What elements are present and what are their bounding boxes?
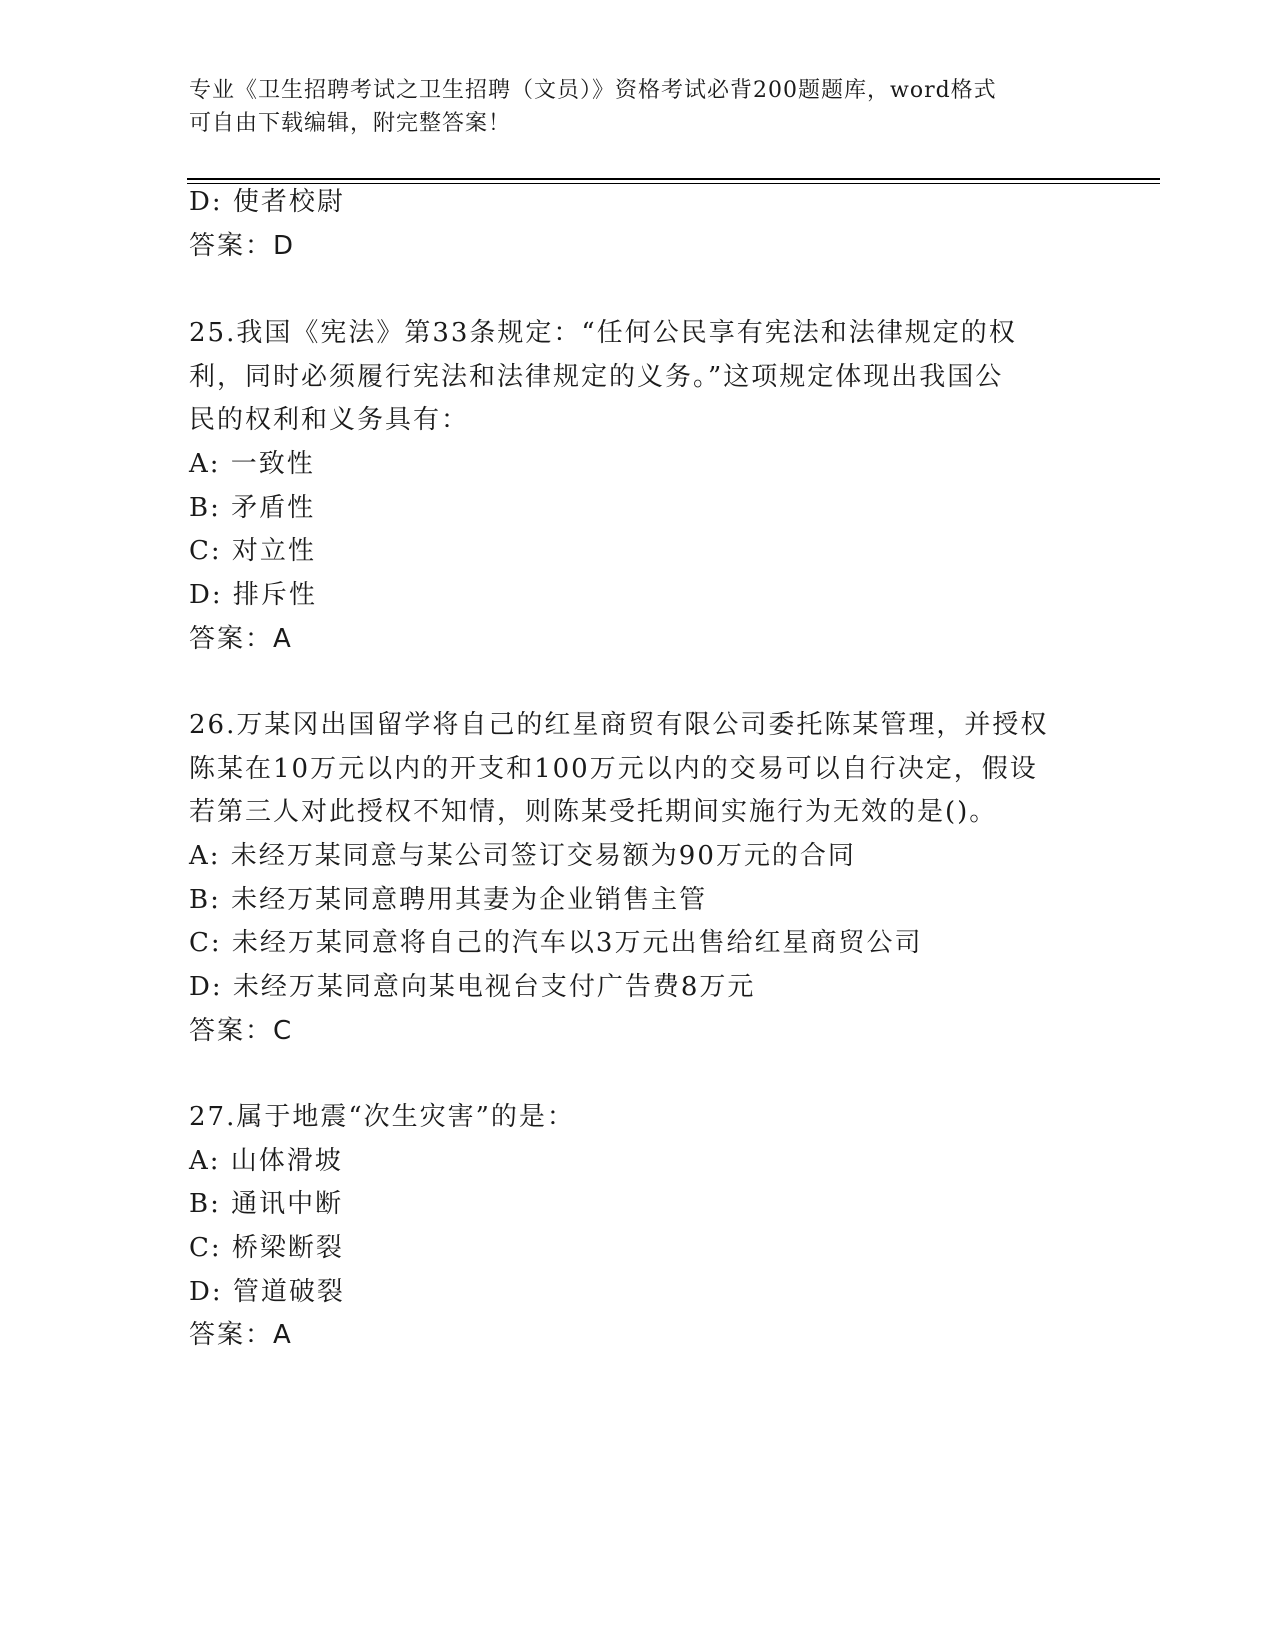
q25-option-a: A: 一致性 [189,449,315,479]
q26-stem-line-3: 若第三人对此授权不知情，则陈某受托期间实施行为无效的是()。 [189,797,998,827]
q25-stem-line-3: 民的权利和义务具有： [189,405,470,435]
header-line-2: 可自由下载编辑，附完整答案！ [189,111,512,136]
q27-option-a: A: 山体滑坡 [189,1146,343,1176]
prev-answer: 答案：D [189,231,296,261]
q27-option-b: B: 通讯中断 [189,1189,344,1219]
q25-answer: 答案：A [189,624,293,654]
q26-option-b: B: 未经万某同意聘用其妻为企业销售主管 [189,885,708,915]
q25-option-b: B: 矛盾性 [189,493,316,523]
document-header [189,74,1089,140]
header-rule-thick [187,178,1160,180]
header-rule-thin [187,183,1160,184]
q25-option-d: D: 排斥性 [189,580,317,610]
q26-stem-line-1: 26.万某冈出国留学将自己的红星商贸有限公司委托陈某管理，并授权 [189,710,1049,740]
q25-stem-line-1: 25.我国《宪法》第33条规定：“任何公民享有宪法和法律规定的权 [189,318,1017,348]
q25-option-c: C: 对立性 [189,536,316,566]
q25-stem-line-2: 利，同时必须履行宪法和法律规定的义务。”这项规定体现出我国公 [189,362,1004,392]
header-line-1: 专业《卫生招聘考试之卫生招聘（文员）》资格考试必背200题题库，word格式 [189,78,997,103]
q26-stem-line-2: 陈某在10万元以内的开支和100万元以内的交易可以自行决定，假设 [189,754,1038,784]
q27-stem-line-1: 27.属于地震“次生灾害”的是： [189,1102,575,1132]
q27-answer: 答案：A [189,1320,293,1350]
q26-option-a: A: 未经万某同意与某公司签订交易额为90万元的合同 [189,841,856,871]
q27-option-d: D: 管道破裂 [189,1277,345,1307]
prev-option-d: D: 使者校尉 [189,187,345,217]
q26-answer: 答案：C [189,1016,294,1046]
q26-option-d: D: 未经万某同意向某电视台支付广告费8万元 [189,972,756,1002]
q27-option-c: C: 桥梁断裂 [189,1233,344,1263]
q26-option-c: C: 未经万某同意将自己的汽车以3万元出售给红星商贸公司 [189,928,923,958]
